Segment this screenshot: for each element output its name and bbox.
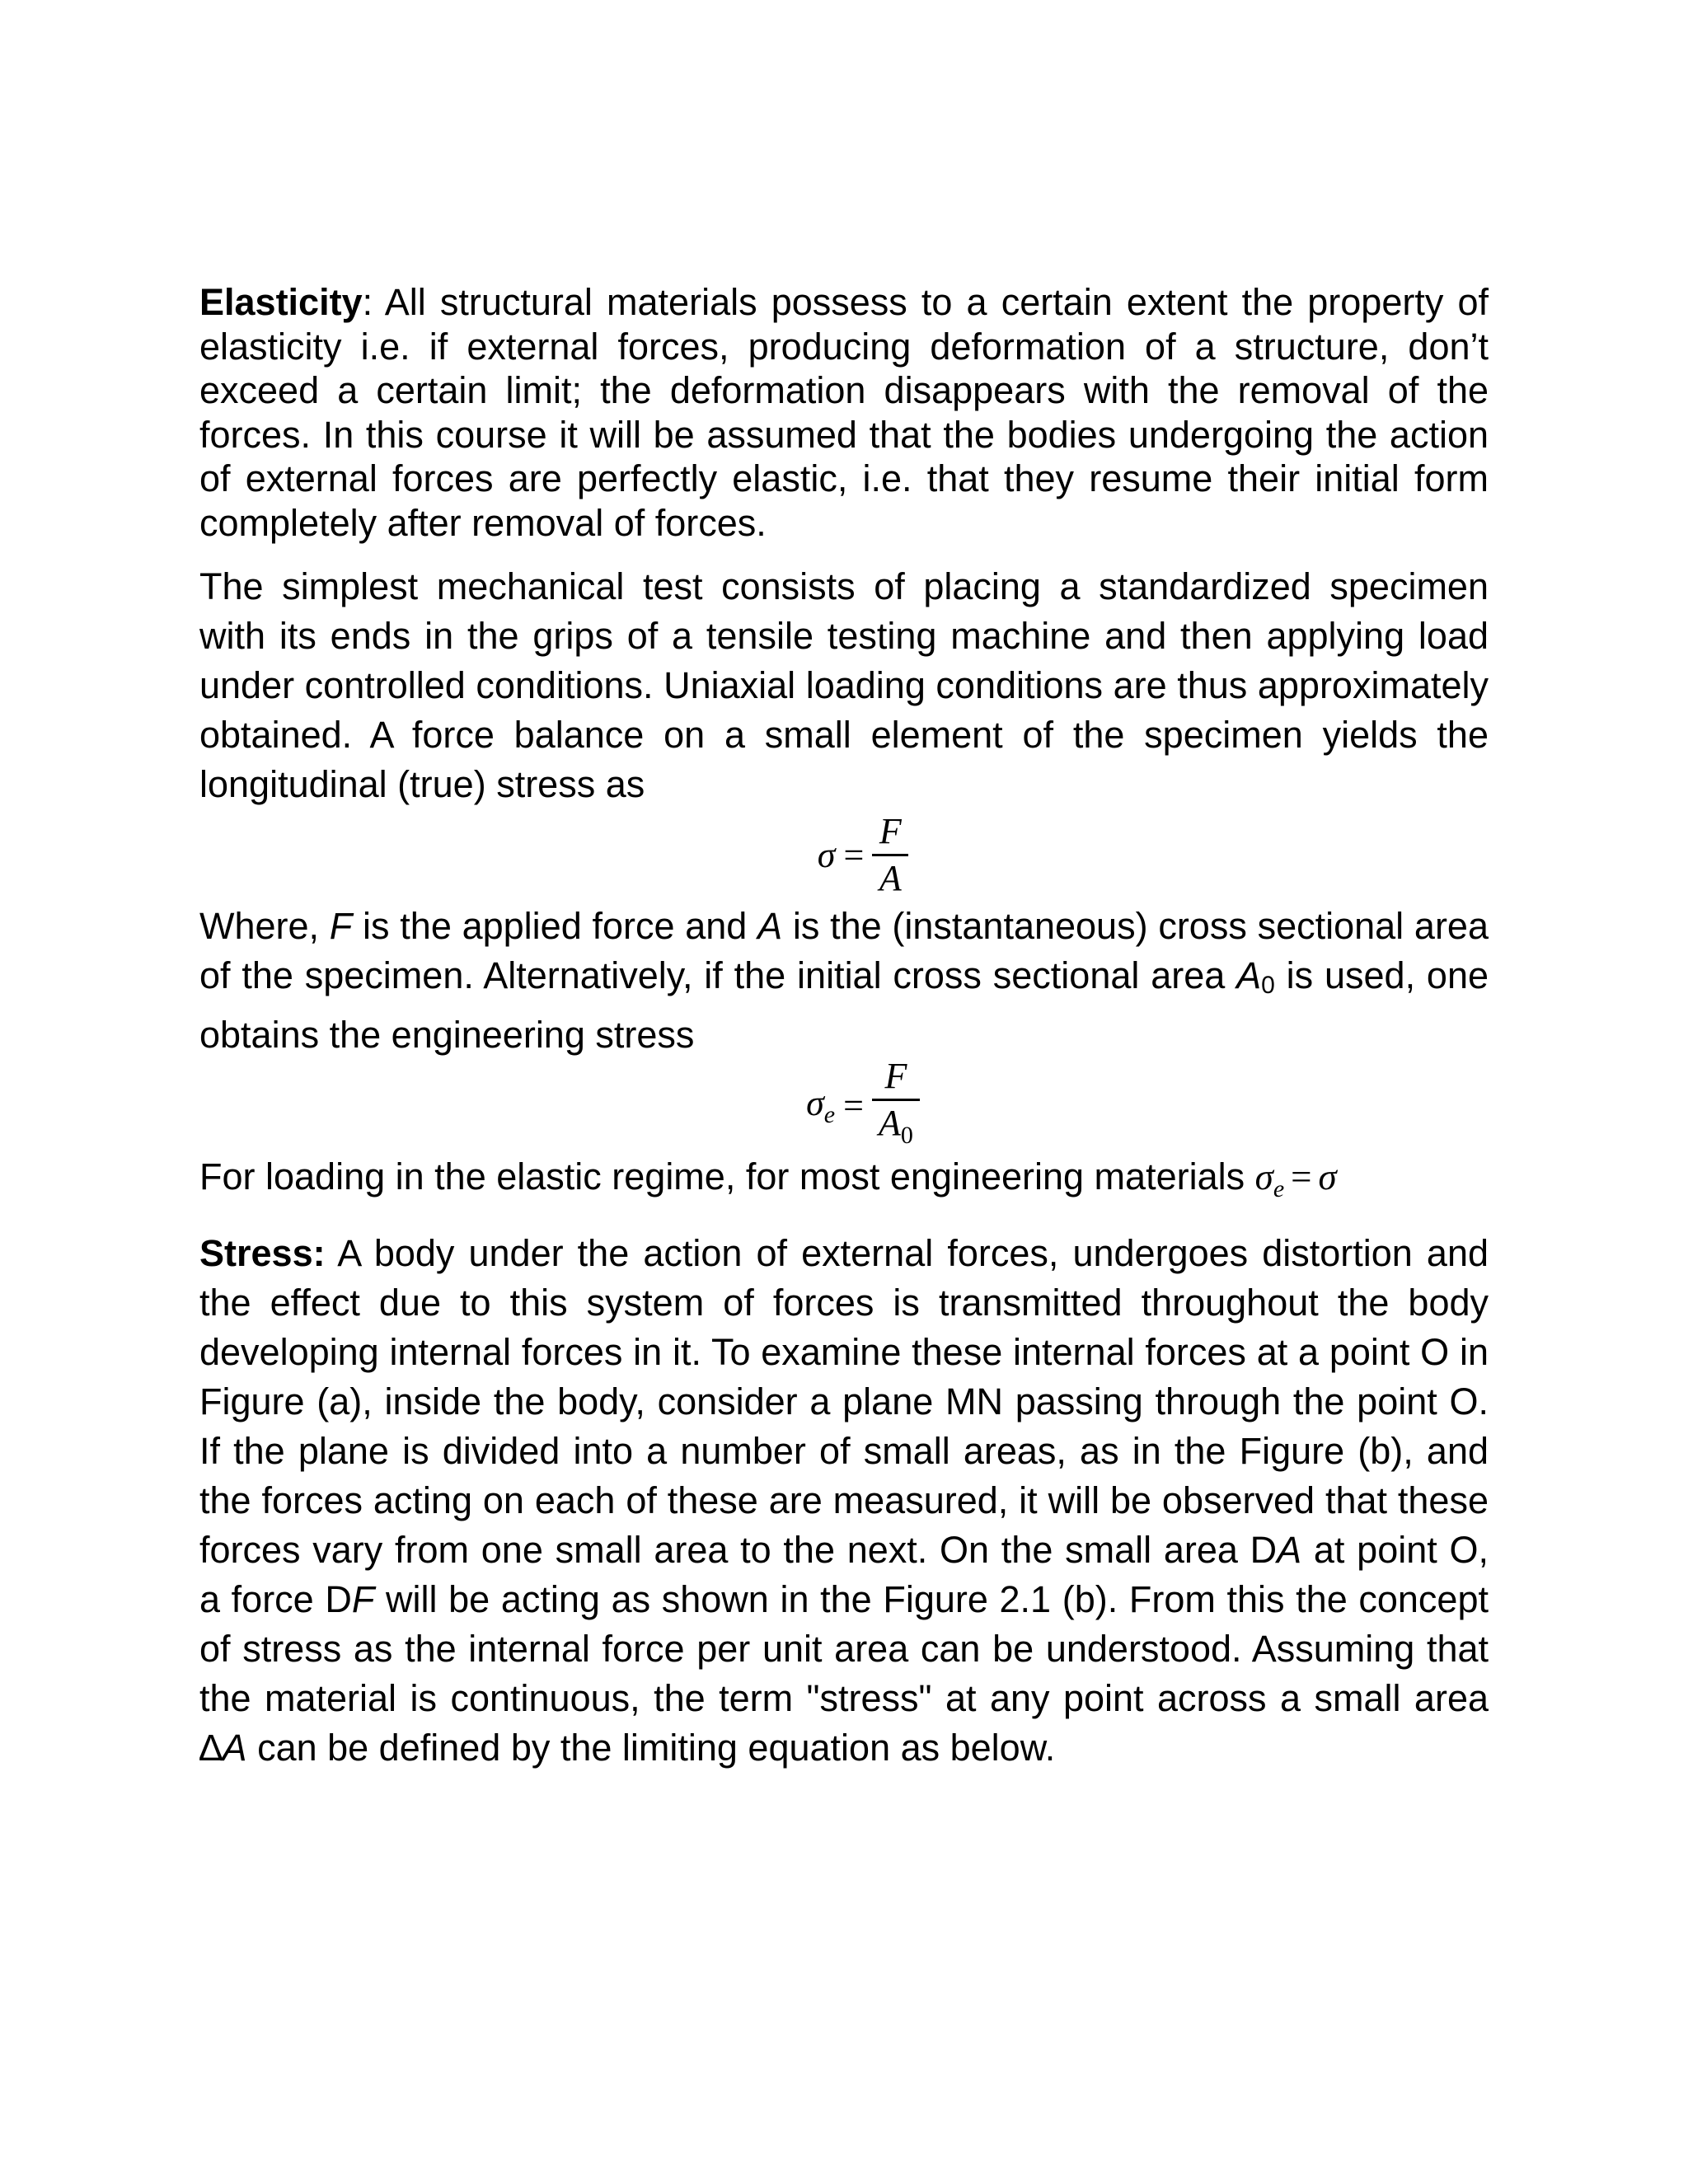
stress-text-2: at point O, a force D (199, 1528, 1489, 1620)
var-A0: A (1236, 954, 1262, 996)
sigma-e-symbol (806, 1082, 835, 1129)
var-A: A (222, 1726, 247, 1769)
equals-sign: = (843, 835, 865, 876)
var-A0-subscript: 0 (1261, 971, 1275, 999)
fraction (872, 1056, 920, 1156)
document-page (199, 280, 1489, 1773)
stress-heading: Stress: (199, 1231, 326, 1274)
stress-text-4: can be defined by the limiting equation as below. (246, 1726, 1056, 1769)
where-text-1: Where, (199, 904, 330, 947)
fraction-denominator (875, 1103, 917, 1156)
var-A: A (757, 904, 783, 947)
elastic-regime-paragraph (199, 1152, 1489, 1214)
inline-equation (1254, 1155, 1337, 1202)
elastic-regime-text: For loading in the elastic regime, for most engineering materials (199, 1155, 1255, 1197)
fraction-bar (872, 854, 908, 856)
elasticity-heading: Elasticity (199, 281, 363, 323)
stress-text-1: A body under the action of external forces, undergoes distortion and the effect due to this system of forces is transmitted throughout the body developing internal forces in it. To examine these internal forces at a point O in Figure (a), inside the body, consider a plane MN passing through the point O. If the plane is divided into a number of small areas, as in the Figure (b), and the forces acting on each of these are measured, it will be observed that these forces vary from one small area to the next. On the small area D (199, 1231, 1489, 1571)
where-text-3: is the (instantaneous) cross sectional area of the specimen. Alternatively, if the initial cross sectional area (199, 904, 1489, 996)
var-F: F (329, 904, 353, 947)
sigma-letter: σ (806, 1083, 824, 1124)
engineering-stress-equation (237, 1055, 1489, 1152)
den-letter: A (878, 1102, 901, 1143)
fraction-bar (872, 1099, 920, 1101)
inline-sigma-rhs: σ (1318, 1155, 1337, 1197)
var-A: A (1277, 1528, 1302, 1571)
sigma-subscript: e (823, 1101, 836, 1129)
elasticity-text: : All structural materials possess to a certain extent the property of elasticity i.e. if external forces, producing deformation of a structure, don’t exceed a certain limit; the deformation disappears with the removal of the forces. In this course it will be assumed that the bodies undergoing the action of external forces are perfectly elastic, i.e. that they resume their initial form completely after removal of forces. (199, 281, 1489, 544)
sigma-symbol: σ (817, 835, 836, 876)
equals-sign: = (843, 1085, 864, 1127)
true-stress-equation (237, 809, 1489, 902)
fraction-numerator: F (884, 1055, 907, 1096)
where-paragraph (199, 902, 1489, 1060)
where-text-2: is the applied force and (352, 904, 758, 947)
fraction-numerator: F (879, 811, 902, 852)
den-subscript: 0 (900, 1121, 913, 1149)
elasticity-paragraph (199, 280, 1489, 546)
fraction-denominator: A (879, 858, 902, 899)
where-text-4: is used, one obtains the engineering stress (199, 954, 1489, 1056)
inline-sigma: σ (1254, 1155, 1273, 1197)
var-F: F (351, 1577, 375, 1620)
fraction (872, 811, 908, 899)
inline-subscript: e (1273, 1174, 1285, 1202)
stress-text-3: will be acting as shown in the Figure 2.1 (b). From this the concept of stress as the internal force per unit area can be understood. Assuming that the material is continuous, the term "stress" at any point across a small area ∆ (199, 1577, 1489, 1769)
stress-paragraph (199, 1229, 1489, 1773)
tensile-test-paragraph: The simplest mechanical test consists of placing a standardized specimen with its ends in the grips of a tensile testing machine and then applying load under controlled conditions. Uniaxial loading conditions are thus approximately obtained. A force balance on a small element of the specimen yields the longitudinal (true) stress as (199, 565, 1489, 805)
inline-equals: = (1291, 1155, 1312, 1197)
